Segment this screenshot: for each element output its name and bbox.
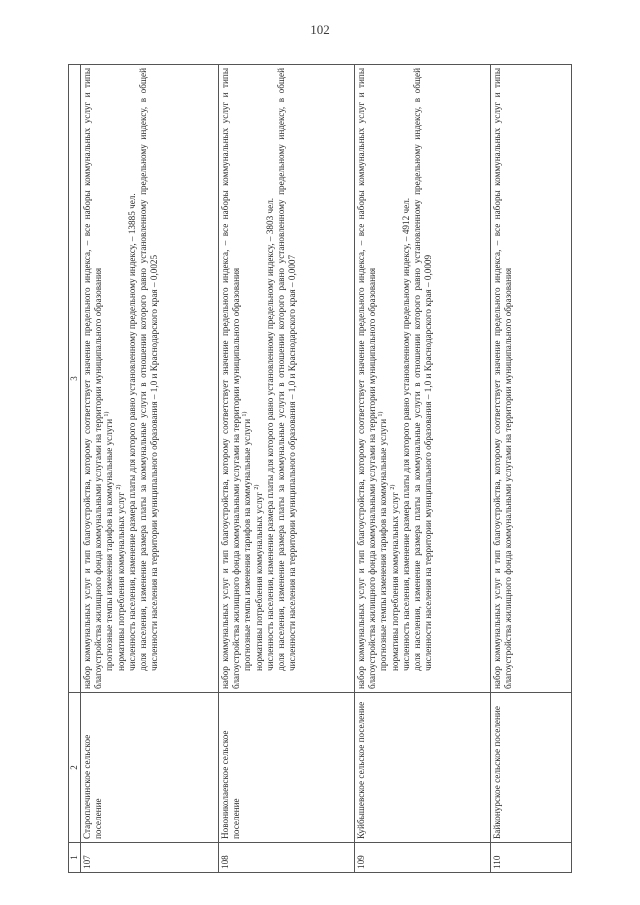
- footnote-marker: 1): [104, 411, 111, 417]
- description-line: [127, 68, 138, 689]
- footnote-marker: 2): [389, 484, 396, 490]
- description-line: [220, 68, 242, 689]
- description-line: [276, 68, 298, 689]
- description-text: нормативы потребления коммунальных услуг: [389, 491, 400, 671]
- description-text: нормативы потребления коммунальных услуг: [115, 491, 126, 671]
- footnote-marker: 1): [242, 411, 249, 417]
- description-line: [242, 68, 253, 689]
- rotated-table-container: [68, 65, 570, 873]
- description-line: [390, 68, 401, 689]
- description-text: набор коммунальных услуг и тип благоустройства, которому соответствует значение предельного индекса, – все наборы коммунальных услуг и типы благоустройства жилищного фонда коммунальными услугами на территории муниципального образования: [220, 68, 242, 689]
- description-text: набор коммунальных услуг и тип благоустройства, которому соответствует значение предельного индекса, – все наборы коммунальных услуг и типы благоустройства жилищного фонда коммунальными услугами на территории муниципального образования: [82, 68, 104, 689]
- table-row: [491, 65, 572, 873]
- description-line: [116, 68, 127, 689]
- description-text: численность населения, изменение размера платы для которого равно установленному предельному индексу, – 13885 чел.: [126, 193, 137, 671]
- description-text: численность населения, изменение размера платы для которого равно установленному предельному индексу, – 3803 чел.: [264, 197, 275, 671]
- settlement-name: Новониколаевское сельское поселение: [219, 693, 355, 843]
- footnote-marker: 1): [378, 411, 385, 417]
- header-col-3: 3: [69, 65, 81, 693]
- description-text: прогнозные темпы изменения тарифов на коммунальные услуги: [378, 418, 389, 671]
- settlement-name: Байконурское сельское поселение: [491, 693, 572, 843]
- settlement-description: [219, 65, 355, 693]
- settlement-name: Куйбышевское сельское поселение: [355, 693, 491, 843]
- description-line: [254, 68, 265, 689]
- settlement-description: [81, 65, 219, 693]
- settlement-name: Староплечинское сельское поселение: [81, 693, 219, 843]
- description-line: [378, 68, 389, 689]
- settlement-description: [355, 65, 491, 693]
- settlement-description: [491, 65, 572, 693]
- description-line: [356, 68, 378, 689]
- description-line: [401, 68, 412, 689]
- description-line: [265, 68, 276, 689]
- row-number: 109: [355, 843, 491, 873]
- description-text: набор коммунальных услуг и тип благоустройства, которому соответствует значение предельного индекса, – все наборы коммунальных услуг и типы благоустройства жилищного фонда коммунальными услугами на территории муниципального образования: [492, 68, 514, 689]
- page-number: 102: [310, 22, 330, 37]
- footnote-marker: 2): [253, 484, 260, 490]
- description-text: нормативы потребления коммунальных услуг: [253, 491, 264, 671]
- description-line: [82, 68, 104, 689]
- row-number: 108: [219, 843, 355, 873]
- description-text: доля населения, изменение размера платы за коммунальные услуги в отношении которого равно установленному предельному индексу, в общей численности населения на территории муниципального образования – 1,0 и Краснодарского края – 0,0009: [412, 68, 434, 671]
- table-body: [81, 65, 572, 873]
- header-col-1: 1: [69, 843, 81, 873]
- footnote-marker: 2): [115, 484, 122, 490]
- description-text: численность населения, изменение размера платы для которого равно установленному предельному индексу, – 4912 чел.: [400, 197, 411, 671]
- description-line: [138, 68, 160, 689]
- table-header-row: [69, 65, 81, 873]
- description-text: доля населения, изменение размера платы за коммунальные услуги в отношении которого равно установленному предельному индексу, в общей численности населения на территории муниципального образования – 1,0 и Краснодарского края – 0,0025: [138, 68, 160, 671]
- description-text: прогнозные темпы изменения тарифов на коммунальные услуги: [104, 418, 115, 671]
- description-line: [104, 68, 115, 689]
- description-text: доля населения, изменение размера платы за коммунальные услуги в отношении которого равно установленному предельному индексу, в общей численности населения на территории муниципального образования – 1,0 и Краснодарского края – 0,0007: [276, 68, 298, 671]
- row-number: 107: [81, 843, 219, 873]
- description-line: [492, 68, 514, 689]
- table-row: [219, 65, 355, 873]
- description-line: [412, 68, 434, 689]
- header-col-2: 2: [69, 693, 81, 843]
- description-text: прогнозные темпы изменения тарифов на коммунальные услуги: [242, 418, 253, 671]
- description-text: набор коммунальных услуг и тип благоустройства, которому соответствует значение предельного индекса, – все наборы коммунальных услуг и типы благоустройства жилищного фонда коммунальными услугами на территории муниципального образования: [356, 68, 378, 689]
- row-number: 110: [491, 843, 572, 873]
- table-row: [81, 65, 219, 873]
- tariff-table: [68, 64, 572, 873]
- table-row: [355, 65, 491, 873]
